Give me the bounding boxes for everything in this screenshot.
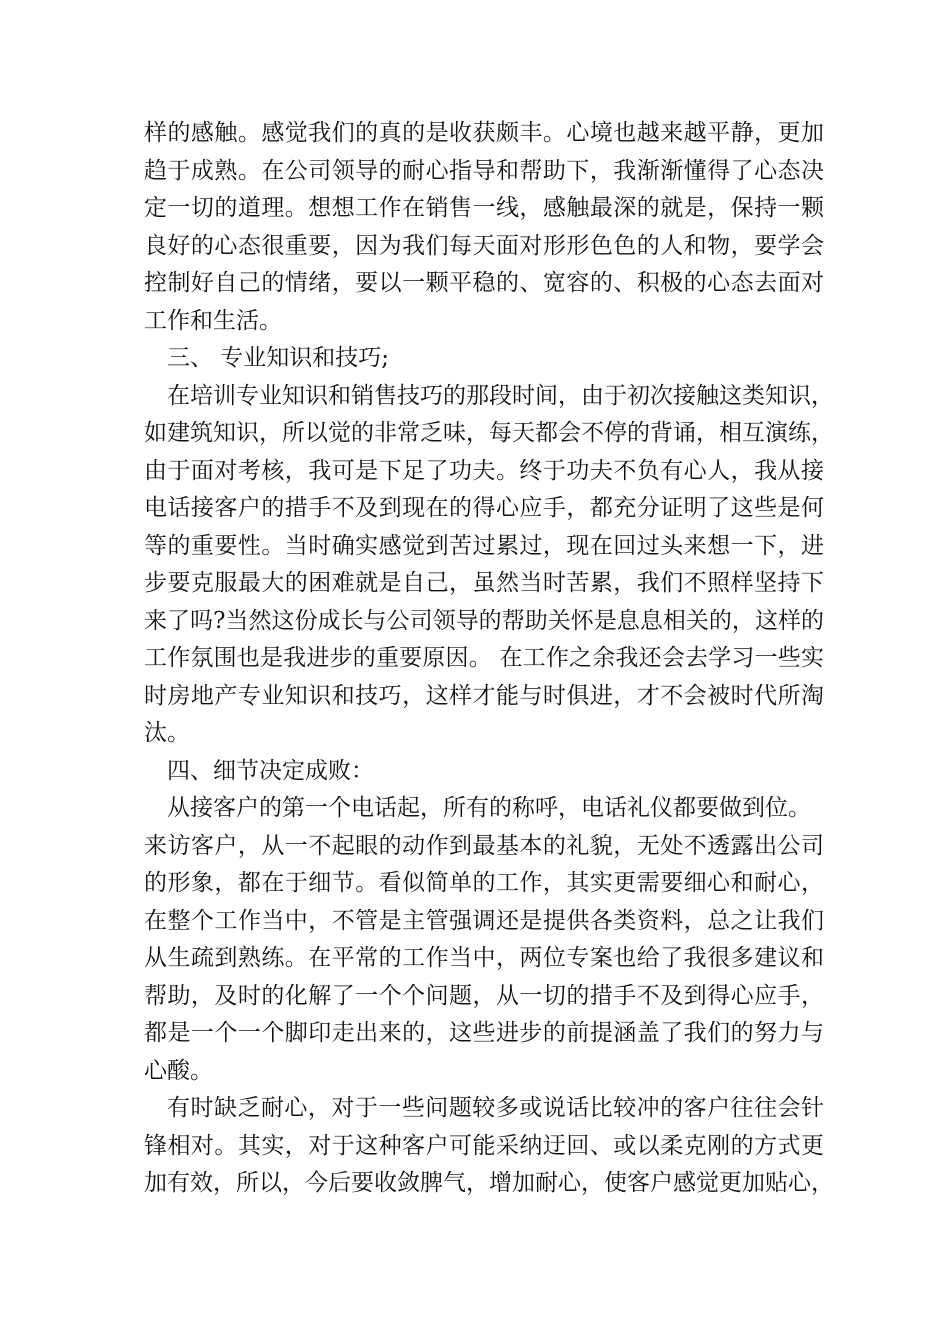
section-heading: 三、 专业知识和技巧; xyxy=(167,345,390,371)
text-line: 从接客户的第一个电话起，所有的称呼，电话礼仪都要做到位。 xyxy=(167,795,811,821)
text-line: 加有效，所以，今后要收敛脾气，增加耐心，使客户感觉更加贴心， xyxy=(144,1170,834,1196)
text-line: 在培训专业知识和销售技巧的那段时间，由于初次接触这类知识， xyxy=(167,382,834,409)
text-line: 等的重要性。当时确实感觉到苦过累过，现在回过头来想一下，进 xyxy=(144,532,824,559)
text-line: 锋相对。其实，对于这种客户可能采纳迂回、或以柔克刚的方式更 xyxy=(144,1132,824,1159)
text-line: 电话接客户的措手不及到现在的得心应手，都充分证明了这些是何 xyxy=(144,495,824,521)
text-line: 步要克服最大的困难就是自己，虽然当时苦累，我们不照样坚持下 xyxy=(144,570,824,596)
document-body xyxy=(144,115,834,1203)
text-line: 有时缺乏耐心，对于一些问题较多或说话比较冲的客户往往会针 xyxy=(167,1095,824,1121)
text-line: 的形象，都在于细节。看似简单的工作，其实更需要细心和耐心， xyxy=(144,870,824,896)
text-line: 来了吗?当然这份成长与公司领导的帮助关怀是息息相关的，这样的 xyxy=(144,607,824,634)
text-line: 定一切的道理。想想工作在销售一线，感触最深的就是，保持一颗 xyxy=(144,195,824,221)
section-heading: 四、细节决定成败： xyxy=(167,757,374,784)
text-line: 在整个工作当中，不管是主管强调还是提供各类资料，总之让我们 xyxy=(144,907,824,934)
text-line: 控制好自己的情绪，要以一颗平稳的、宽容的、积极的心态去面对 xyxy=(144,270,824,296)
text-line: 由于面对考核，我可是下足了功夫。终于功夫不负有心人，我从接 xyxy=(144,457,824,484)
text-line: 样的感触。感觉我们的真的是收获颇丰。心境也越来越平静，更加 xyxy=(144,120,824,146)
text-line: 帮助，及时的化解了一个个问题，从一切的措手不及到得心应手， xyxy=(144,982,824,1009)
text-line: 心酸。 xyxy=(144,1057,213,1084)
text-line: 工作和生活。 xyxy=(144,307,282,334)
text-line: 趋于成熟。在公司领导的耐心指导和帮助下，我渐渐懂得了心态决 xyxy=(144,157,824,184)
text-line: 工作氛围也是我进步的重要原因。 在工作之余我还会去学习一些实 xyxy=(144,645,824,671)
text-line: 都是一个一个脚印走出来的，这些进步的前提涵盖了我们的努力与 xyxy=(144,1020,824,1046)
text-line: 汰。 xyxy=(144,720,190,746)
text-line: 从生疏到熟练。在平常的工作当中，两位专案也给了我很多建议和 xyxy=(144,945,824,971)
text-line: 来访客户，从一不起眼的动作到最基本的礼貌，无处不透露出公司 xyxy=(144,832,824,859)
text-line: 良好的心态很重要，因为我们每天面对形形色色的人和物，要学会 xyxy=(144,232,824,259)
text-line: 时房地产专业知识和技巧，这样才能与时俱进，才不会被时代所淘 xyxy=(144,682,824,709)
text-line: 如建筑知识，所以觉的非常乏味，每天都会不停的背诵，相互演练， xyxy=(144,420,834,446)
